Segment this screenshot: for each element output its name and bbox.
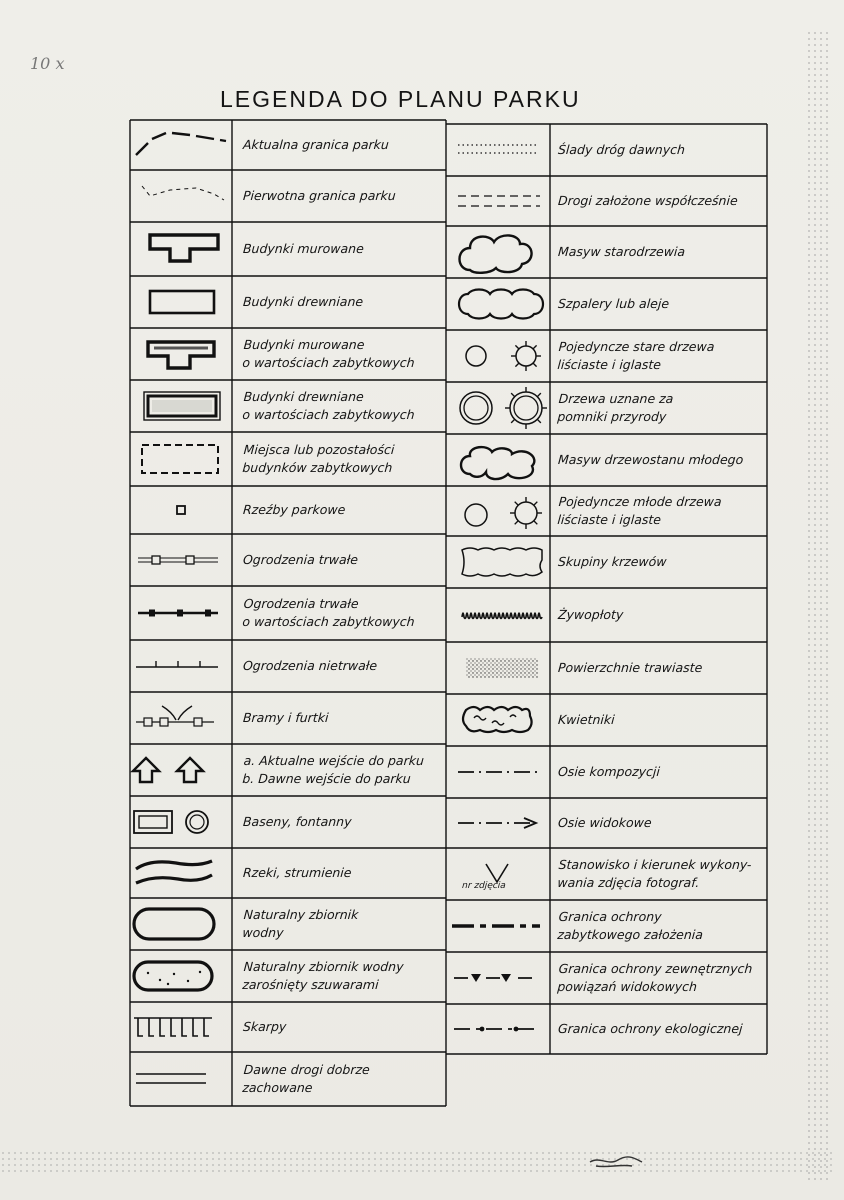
photo-number-caption: nr zdjęcia <box>461 881 507 891</box>
legend-label-left-2: Pierwotna granica parku <box>242 188 397 203</box>
entrance-arrows-icon <box>133 758 203 782</box>
legend-label-right-5: Pojedyncze stare drzewa liściaste i iglaste <box>556 339 715 372</box>
modern-road-icon <box>458 196 540 206</box>
wooden-building-icon <box>150 291 214 313</box>
historic-masonry-building-icon <box>148 342 214 368</box>
building-remains-icon <box>142 445 218 473</box>
temporary-fence-icon <box>136 661 218 667</box>
ecological-protection-boundary-icon <box>454 1027 540 1032</box>
legend-label-right-6: Drzewa uznane za pomniki przyrody <box>556 391 674 424</box>
legend-label-right-13: Osie kompozycji <box>557 764 661 779</box>
legend-title: LEGENDA DO PLANU PARKU <box>220 86 581 112</box>
legend-label-left-12: Bramy i furtki <box>242 710 330 725</box>
legend-label-left-5: Budynki murowane o wartościach zabytkowych <box>241 337 416 370</box>
permanent-fence-icon <box>138 556 218 564</box>
old-road-traces-icon <box>458 145 538 153</box>
avenue-icon <box>459 290 543 319</box>
view-axis-icon <box>458 818 536 828</box>
legend-label-left-10: Ogrodzenia trwałe o wartościach zabytkowych <box>241 596 416 629</box>
natural-monument-trees-icon <box>460 387 547 429</box>
legend-label-left-9: Ogrodzenia trwałe <box>242 552 359 567</box>
legend-label-left-6: Budynki drewniane o wartościach zabytkowych <box>241 389 416 422</box>
flowerbed-icon <box>463 707 532 732</box>
river-icon <box>136 861 212 883</box>
historic-fence-icon <box>138 610 218 617</box>
pool-fountain-icon <box>134 811 208 833</box>
shrub-group-icon <box>462 548 542 576</box>
pond-icon <box>134 909 214 939</box>
legend-label-left-11: Ogrodzenia nietrwałe <box>242 658 378 673</box>
legend-label-right-17: Granica ochrony zewnętrznych powiązań widokowych <box>556 961 753 994</box>
young-single-trees-icon <box>465 497 542 529</box>
legend-label-left-13: a. Aktualne wejście do parku b. Dawne wejście do parku <box>241 753 425 786</box>
historic-wooden-building-icon <box>144 392 220 420</box>
gate-icon <box>136 706 214 726</box>
legend-label-left-15: Rzeki, strumienie <box>242 865 353 880</box>
legend-label-right-7: Masyw drzewostanu młodego <box>557 452 744 467</box>
young-tree-mass-icon <box>461 447 534 479</box>
hedge-icon <box>462 613 542 619</box>
handwritten-note: 10 x <box>30 54 65 73</box>
legend-label-right-10: Żywopłoty <box>557 607 624 622</box>
legend-label-left-14: Baseny, fontanny <box>242 814 353 829</box>
legend-label-right-2: Drogi założone współcześnie <box>557 193 739 208</box>
legend-label-left-7: Miejsca lub pozostałości budynków zabytkowych <box>241 442 395 475</box>
legend-label-right-16: Granica ochrony zabytkowego założenia <box>556 909 704 942</box>
dashed-boundary-icon <box>136 133 226 155</box>
legend-label-left-4: Budynki drewniane <box>242 294 364 309</box>
legend-label-right-12: Kwietniki <box>557 712 616 727</box>
legend-label-right-9: Skupiny krzewów <box>557 554 668 569</box>
legend-label-right-8: Pojedyncze młode drzewa liściaste i iglaste <box>556 494 723 527</box>
sculpture-icon <box>177 506 185 514</box>
legend-label-left-1: Aktualna granica parku <box>242 137 390 152</box>
legend-label-right-3: Masyw starodrzewia <box>557 244 686 259</box>
escarpment-icon <box>134 1018 212 1036</box>
legend-label-left-16: Naturalny zbiornik wodny <box>241 907 359 940</box>
old-single-trees-icon <box>466 341 541 371</box>
legend-label-right-15: Stanowisko i kierunek wykony- wania zdjęcia fotograf. <box>556 857 752 890</box>
legend-label-left-17: Naturalny zbiornik wodny zarośnięty szuwarami <box>241 959 405 992</box>
legend-label-left-19: Dawne drogi dobrze zachowane <box>241 1062 371 1095</box>
masonry-building-icon <box>150 235 218 261</box>
lawn-icon <box>466 658 538 678</box>
dotted-boundary-icon <box>142 186 224 200</box>
legend-label-right-1: Ślady dróg dawnych <box>557 142 686 157</box>
legend-label-right-18: Granica ochrony ekologicznej <box>557 1021 744 1036</box>
legend-label-left-3: Budynki murowane <box>242 241 365 256</box>
view-protection-boundary-icon <box>454 974 540 982</box>
legend-label-right-11: Powierzchnie trawiaste <box>557 660 703 675</box>
legend-label-left-8: Rzeźby parkowe <box>242 502 346 517</box>
overgrown-pond-icon <box>134 962 212 990</box>
legend-label-right-14: Osie widokowe <box>557 815 653 830</box>
signature-mark <box>586 1150 646 1172</box>
legend-label-right-4: Szpalery lub aleje <box>557 296 670 311</box>
old-tree-mass-icon <box>460 235 532 272</box>
old-road-icon <box>136 1074 206 1083</box>
legend-label-left-18: Skarpy <box>242 1019 287 1034</box>
